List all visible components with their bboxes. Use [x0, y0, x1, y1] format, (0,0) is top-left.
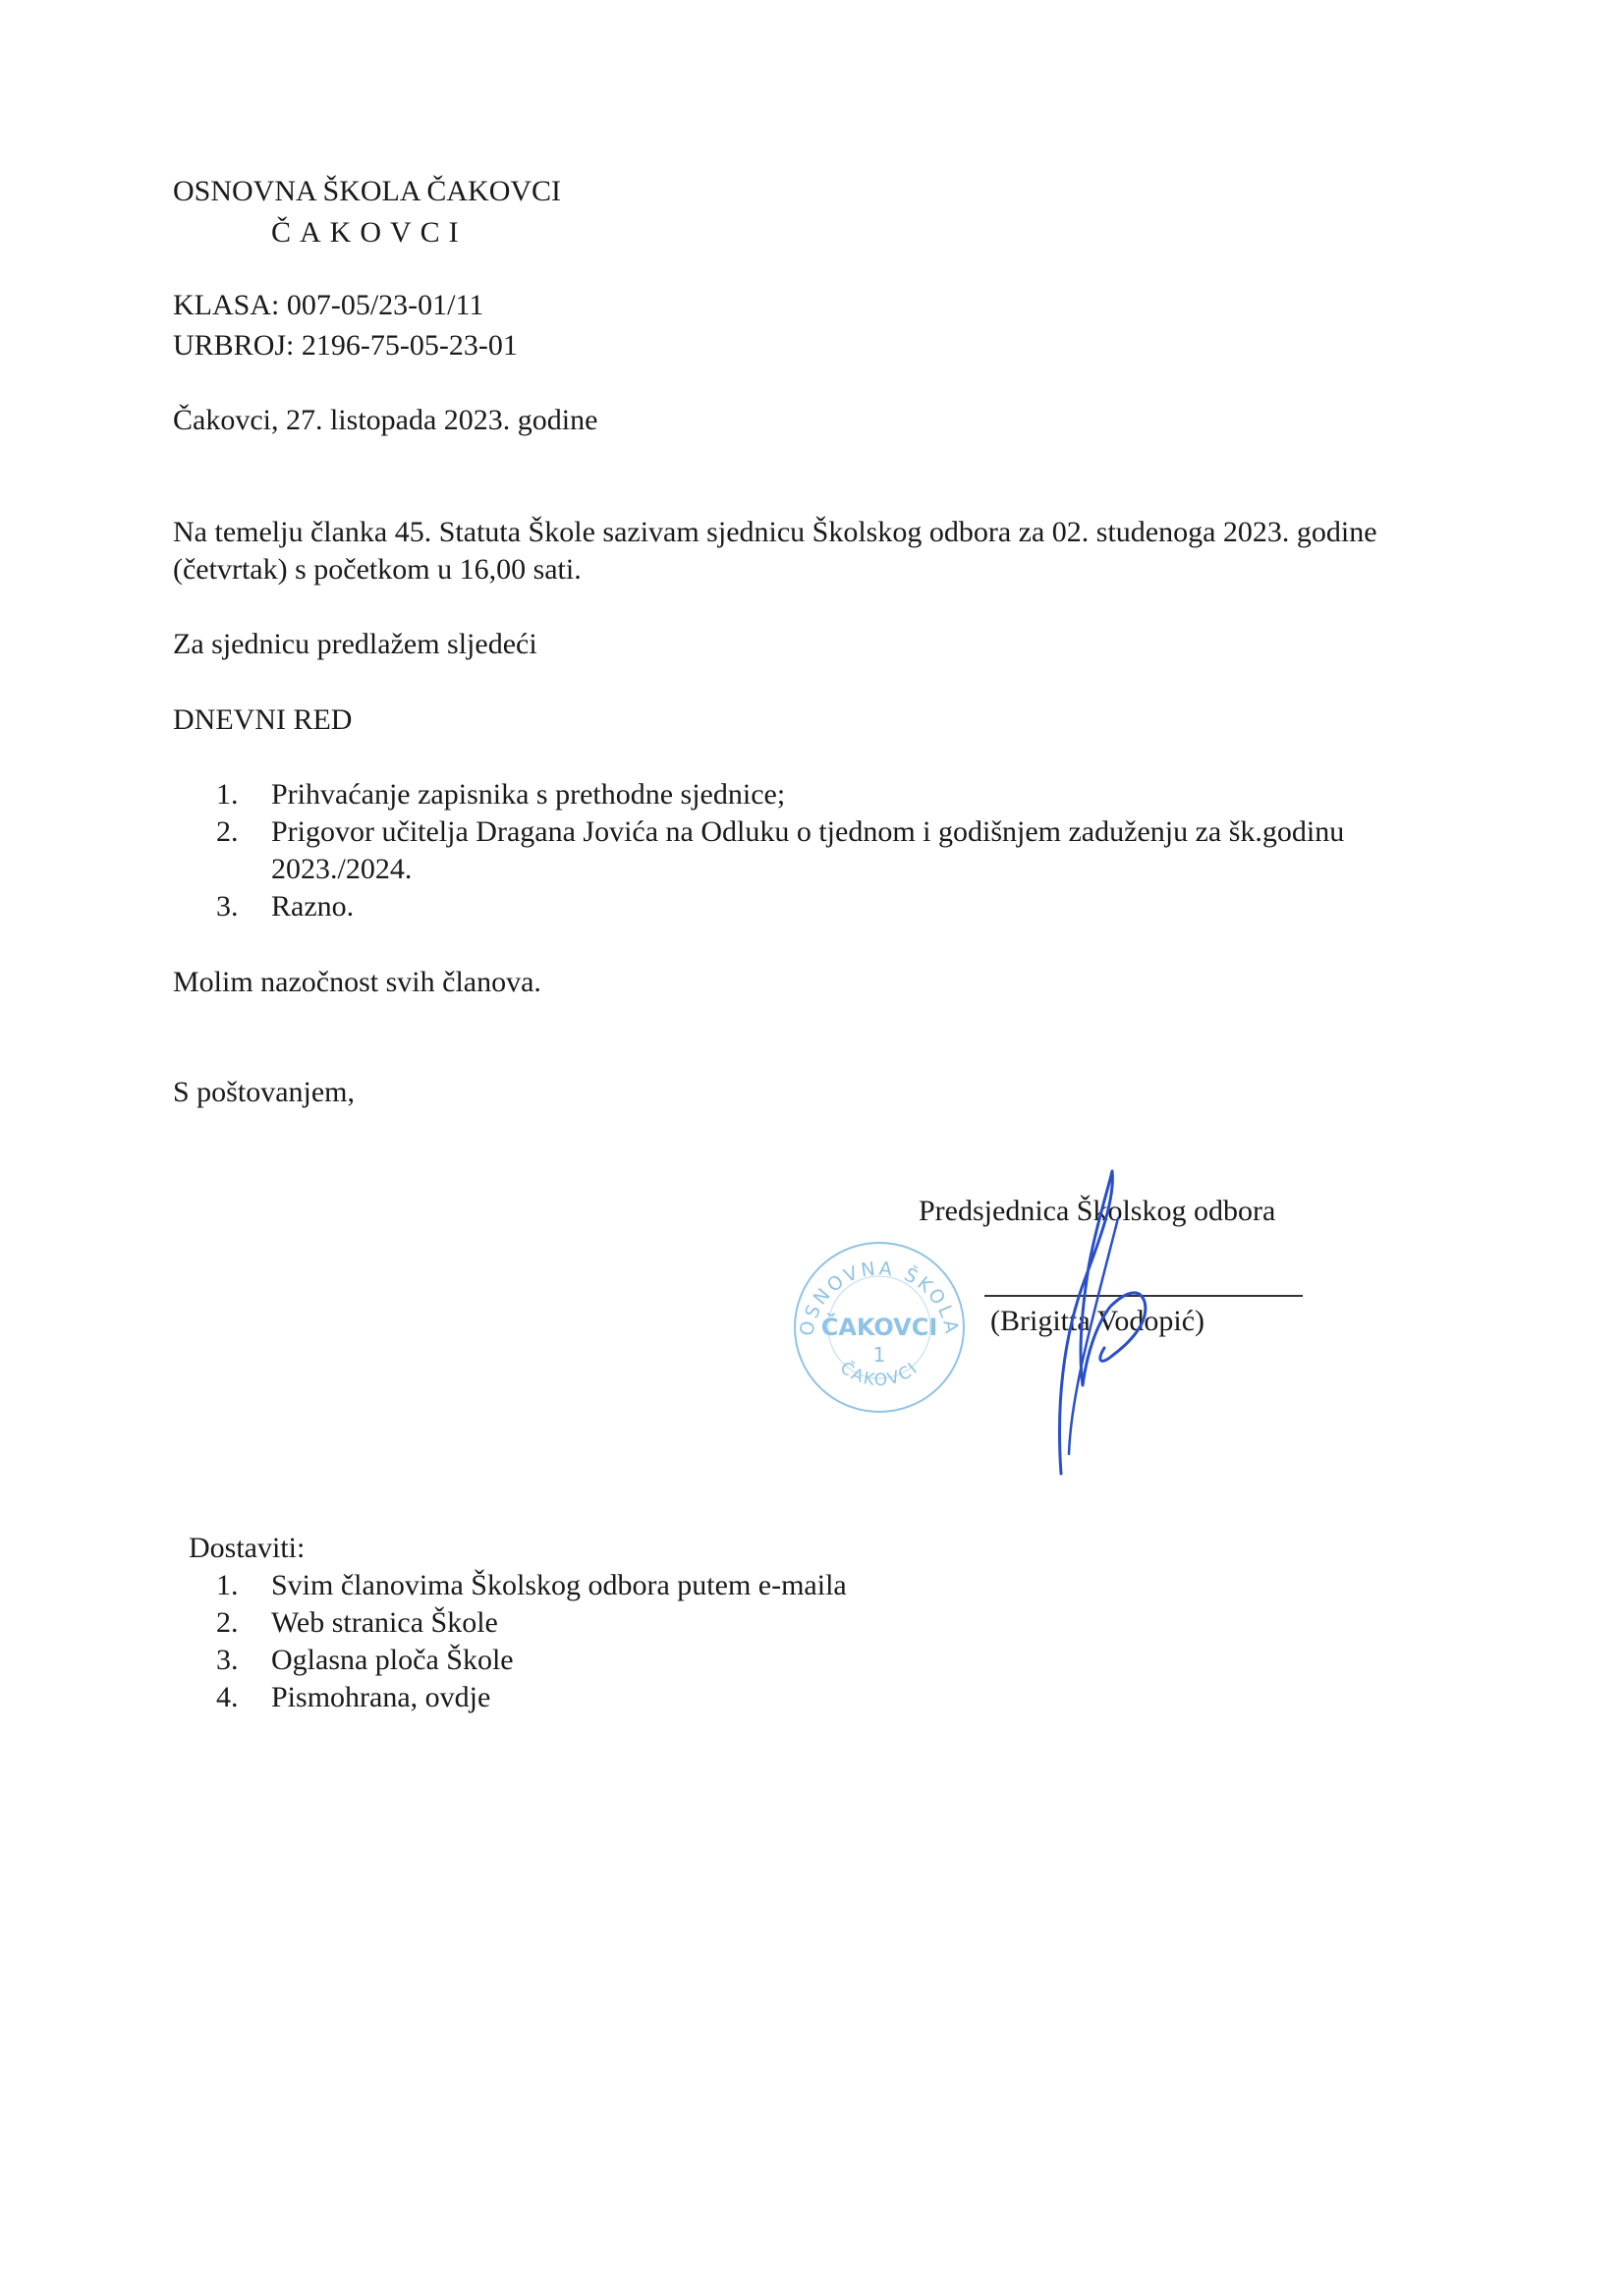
- agenda-list: [173, 776, 1391, 925]
- delivery-item-number: 1.: [216, 1569, 239, 1601]
- delivery-item-text: Pismohrana, ovdje: [271, 1681, 491, 1713]
- klasa-reference: KLASA: 007-05/23-01/11: [173, 289, 484, 321]
- school-name: OSNOVNA ŠKOLA ČAKOVCI: [173, 175, 562, 207]
- school-stamp: [786, 1234, 973, 1421]
- delivery-list: [173, 1567, 1391, 1716]
- delivery-item: [173, 1679, 1391, 1716]
- stamp-ring-top-text: OSNOVNA ŠKOLA: [795, 1258, 963, 1338]
- document-date: Čakovci, 27. listopada 2023. godine: [173, 404, 598, 436]
- handwritten-signature: [1002, 1159, 1179, 1484]
- agenda-item-number: 3.: [216, 890, 239, 923]
- agenda-item-number: 2.: [216, 815, 239, 848]
- agenda-item: [173, 776, 1391, 813]
- delivery-item: [173, 1642, 1391, 1679]
- signature-stroke-main: [1059, 1171, 1145, 1474]
- delivery-item: [173, 1567, 1391, 1604]
- agenda-item-text: Razno.: [271, 890, 355, 923]
- agenda-item-text: Prihvaćanje zapisnika s prethodne sjednice;: [271, 778, 786, 811]
- stamp-ring-bottom-text: ČAKOVCI: [836, 1358, 923, 1391]
- delivery-item-text: Web stranica Škole: [271, 1606, 498, 1639]
- signatory-title: Predsjednica Školskog odbora: [919, 1195, 1276, 1227]
- delivery-title: Dostaviti:: [189, 1532, 306, 1564]
- urbroj-reference: URBROJ: 2196-75-05-23-01: [173, 329, 518, 362]
- agenda-item: [173, 813, 1391, 888]
- delivery-item-number: 2.: [216, 1606, 239, 1639]
- school-city: ČAKOVCI: [271, 216, 468, 249]
- delivery-item: [173, 1604, 1391, 1642]
- signatory-name: (Brigitta Vodopić): [990, 1305, 1205, 1337]
- delivery-item-text: Svim članovima Školskog odbora putem e-maila: [271, 1569, 847, 1601]
- agenda-item: [173, 888, 1391, 925]
- agenda-item-text: Prigovor učitelja Dragana Jovića na Odluku o tjednom i godišnjem zaduženju za šk.godinu 2023./2024.: [271, 815, 1345, 885]
- delivery-item-text: Oglasna ploča Škole: [271, 1644, 514, 1676]
- agenda-item-number: 1.: [216, 778, 239, 811]
- closing-regards: S poštovanjem,: [173, 1076, 355, 1108]
- agenda-title: DNEVNI RED: [173, 703, 353, 736]
- attendance-request: Molim nazočnost svih članova.: [173, 966, 541, 998]
- proposal-text: Za sjednicu predlažem sljedeći: [173, 628, 537, 660]
- stamp-center-text: ČAKOVCI: [820, 1314, 938, 1341]
- intro-paragraph: Na temelju članka 45. Statuta Škole sazivam sjednicu Školskog odbora za 02. studenoga 2023. godine (četvrtak) s početkom u 16,00 sati.: [173, 516, 1377, 586]
- stamp-number: 1: [872, 1343, 886, 1367]
- delivery-item-number: 3.: [216, 1644, 239, 1676]
- delivery-item-number: 4.: [216, 1681, 239, 1713]
